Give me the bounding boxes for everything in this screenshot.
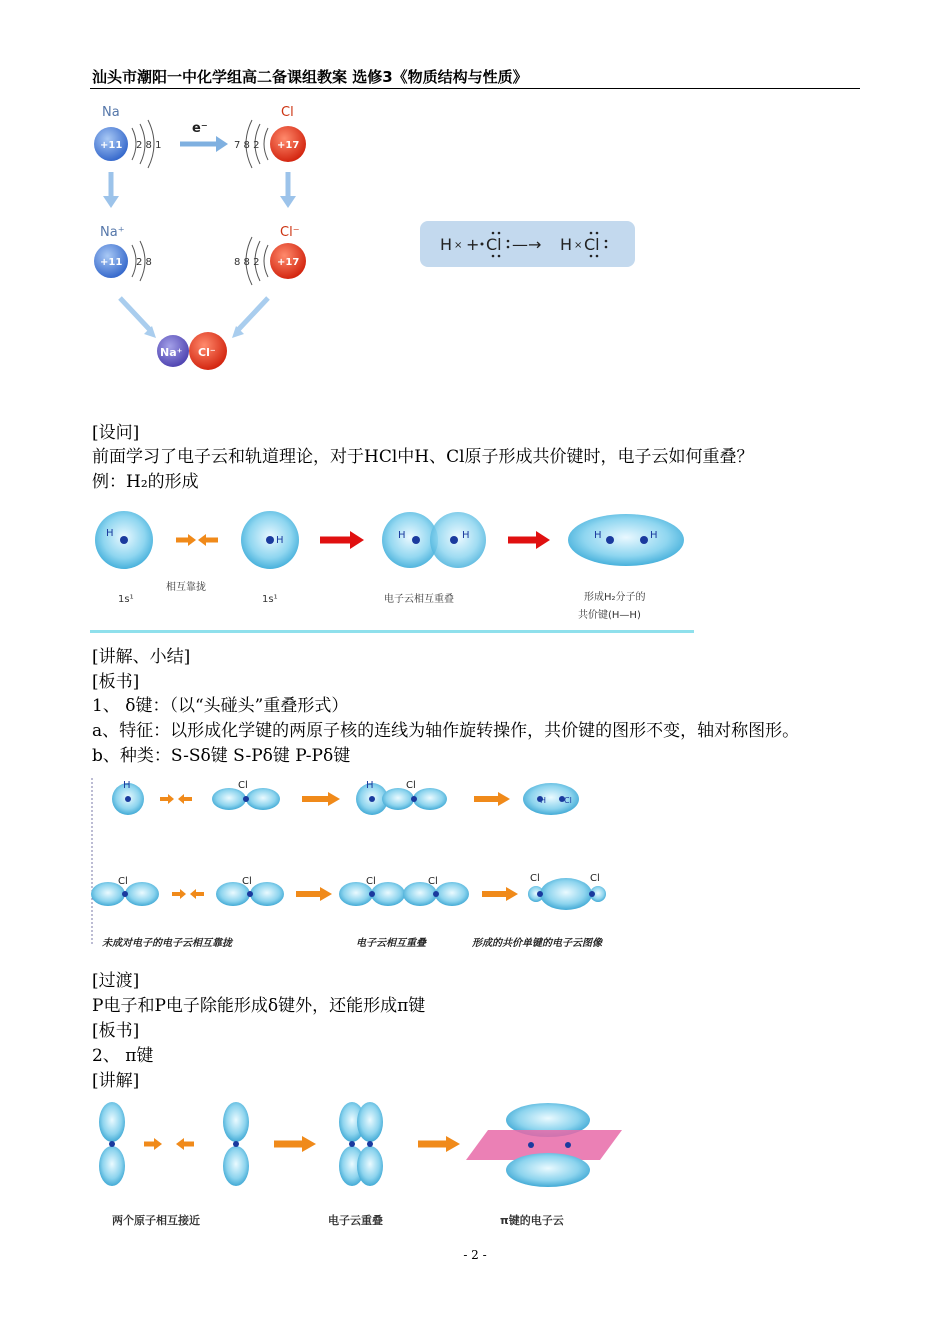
pi-arrow-big-1 xyxy=(302,1136,316,1152)
hcl-cl-right: Cl xyxy=(584,235,600,254)
sigma-cap-approach: 未成对电子的电子云相互靠拢 xyxy=(102,938,232,949)
overlap-left xyxy=(382,512,438,568)
p-orbital-left-lower xyxy=(99,1146,125,1186)
pair-cl-label: Cl⁻ xyxy=(198,346,216,359)
na-shell-numbers: 2 8 1 xyxy=(136,140,162,151)
page-number: - 2 - xyxy=(463,1248,487,1262)
question-tag: [设问] xyxy=(92,423,140,443)
sec2-tag-board: [板书] xyxy=(92,1021,140,1041)
row1-cl-label: Cl xyxy=(238,780,248,791)
hcl-arrow: —→ xyxy=(512,235,542,254)
row2-overlap-cl2: Cl xyxy=(428,876,438,887)
row2-bond-cl2: Cl xyxy=(590,873,600,884)
nacl-formation-diagram xyxy=(88,98,328,383)
header-rule xyxy=(90,88,860,89)
h-atom-right-label: H xyxy=(276,535,284,546)
na-ion-shell-numbers: 2 8 xyxy=(136,257,152,268)
pi-cap-cloud: π键的电子云 xyxy=(500,1214,564,1227)
arrow-left-small xyxy=(198,534,206,546)
pi-cap-approach: 两个原子相互接近 xyxy=(112,1214,200,1227)
h2-formation-diagram xyxy=(88,502,698,634)
h2-label-left: H xyxy=(594,530,602,541)
sec1-types: b、种类：S-Sδ键 S-Pδ键 P-Pδ键 xyxy=(92,746,351,766)
sec2-tag-transition: [过渡] xyxy=(92,971,140,991)
arrow-down-na xyxy=(103,196,119,208)
cl-label: Cl xyxy=(281,105,294,120)
h2-cap-overlap: 电子云相互重叠 xyxy=(384,594,454,605)
row2-bond-cl1: Cl xyxy=(530,873,540,884)
arrow-down-cl xyxy=(280,196,296,208)
pi-bond-diagram xyxy=(88,1100,648,1240)
na-ion-label: Na⁺ xyxy=(100,225,125,240)
hcl-h-left: H xyxy=(440,235,453,254)
cl-shell-numbers: 7 8 2 xyxy=(234,140,260,151)
sec2-tag-explain: [讲解] xyxy=(92,1071,140,1091)
question-line1: 前面学习了电子云和轨道理论，对于HCl中H、Cl原子形成共价键时，电子云如何重叠？ xyxy=(92,447,754,467)
sigma-bond-diagram xyxy=(88,774,688,964)
row1-overlap-cl: Cl xyxy=(406,780,416,791)
h2-cap-approach: 相互靠拢 xyxy=(166,582,206,593)
h2-bottom-rule xyxy=(90,630,694,633)
na-label: Na xyxy=(102,105,120,120)
row2-overlap xyxy=(435,882,469,906)
cl-ion-core: +17 xyxy=(277,257,300,268)
sigma-cap-overlap: 电子云相互重叠 xyxy=(356,938,426,949)
pi-overlap-lower xyxy=(357,1146,383,1186)
h2-cap-1s-right: 1s¹ xyxy=(262,594,278,605)
sec1-title: 1、 δ键：（以“头碰头”重叠形式） xyxy=(92,696,349,716)
svg-text:×: × xyxy=(454,240,463,251)
sec2-title: 2、 π键 xyxy=(92,1046,154,1066)
row1-cl-p xyxy=(246,788,280,810)
sec1-feature: a、特征：以形成化学键的两原子核的连线为轴作旋转操作，共价键的图形不变，轴对称图形。 xyxy=(92,721,800,741)
sigma-cap-image: 形成的共价单键的电子云图像 xyxy=(472,938,602,949)
row1-bond-h: H xyxy=(540,796,547,805)
row2-cl-right-label: Cl xyxy=(242,876,252,887)
hcl-electron-dot-equation xyxy=(420,221,635,267)
red-arrow-2 xyxy=(536,531,550,549)
h2-cap-form-b: 共价键(H—H) xyxy=(578,610,641,621)
overlap-left-label: H xyxy=(398,530,406,541)
hcl-plus: + xyxy=(466,235,480,254)
row2-cl-left-label: Cl xyxy=(118,876,128,887)
cl-core: +17 xyxy=(277,140,300,151)
p-orbital-left-upper xyxy=(99,1102,125,1142)
red-arrow-1 xyxy=(350,531,364,549)
pi-overlap-upper xyxy=(357,1102,383,1142)
question-line2: 例：H₂的形成 xyxy=(92,472,199,492)
pi-arrow-right xyxy=(154,1138,162,1150)
row1-h-label: H xyxy=(123,780,131,791)
na-core: +11 xyxy=(100,140,123,151)
pi-arrow-left xyxy=(176,1138,184,1150)
h-atom-left-label: H xyxy=(106,528,114,539)
row1-bond-cl: Cl xyxy=(564,796,572,805)
na-ion-core: +11 xyxy=(100,257,123,268)
overlap-right-label: H xyxy=(462,530,470,541)
row2-cl-p-left xyxy=(125,882,159,906)
page-header: 汕头市潮阳一中化学组高二备课组教案 选修3《物质结构与性质》 xyxy=(92,68,528,86)
pi-cap-overlap: 电子云重叠 xyxy=(328,1214,383,1227)
electron-label: e⁻ xyxy=(192,121,208,136)
hcl-cl-left: Cl xyxy=(486,235,502,254)
cl-ion-shell-numbers: 8 8 2 xyxy=(234,257,260,268)
h2-molecule xyxy=(568,514,684,566)
p-orbital-right-lower xyxy=(223,1146,249,1186)
sec1-tag-explain: [讲解、小结] xyxy=(92,647,191,667)
sec1-tag-board: [板书] xyxy=(92,672,140,692)
row2-overlap-cl1: Cl xyxy=(366,876,376,887)
hcl-h-right: H xyxy=(560,235,573,254)
sec2-line1: P电子和P电子除能形成δ键外，还能形成π键 xyxy=(92,996,426,1016)
pair-na-label: Na⁺ xyxy=(160,346,183,359)
h2-cap-form-a: 形成H₂分子的 xyxy=(584,592,646,603)
svg-text:×: × xyxy=(574,240,583,251)
row1-overlap xyxy=(413,788,447,810)
h2-cap-1s-left: 1s¹ xyxy=(118,594,134,605)
row1-overlap-h: H xyxy=(366,780,374,791)
arrow-right-small xyxy=(188,534,196,546)
pi-arrow-big-2 xyxy=(446,1136,460,1152)
p-orbital-right-upper xyxy=(223,1102,249,1142)
cl-ion-label: Cl⁻ xyxy=(280,225,300,240)
row2-cl-p-right xyxy=(250,882,284,906)
h2-label-right: H xyxy=(650,530,658,541)
pi-cloud-lower xyxy=(506,1153,590,1187)
